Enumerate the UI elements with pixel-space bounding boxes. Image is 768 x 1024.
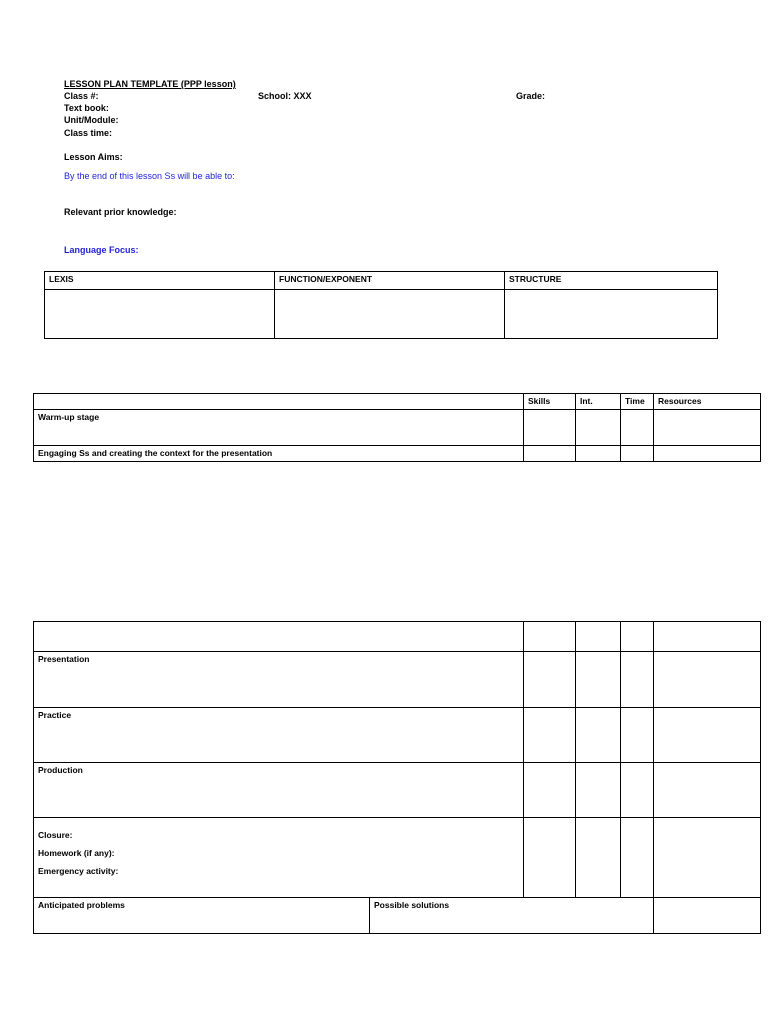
warmup-stage-cell: Warm-up stage (34, 410, 524, 446)
closure-skills-cell[interactable] (524, 818, 576, 898)
warmup-resources-cell[interactable] (654, 410, 761, 446)
class-time-label: Class time: (64, 128, 113, 138)
warmup-skills-cell[interactable] (524, 410, 576, 446)
time-header: Time (621, 394, 654, 410)
language-focus-table (44, 271, 718, 339)
practice-time-cell[interactable] (621, 708, 654, 763)
closure-time-cell[interactable] (621, 818, 654, 898)
presentation-int-cell[interactable] (576, 652, 621, 708)
skills-header: Skills (524, 394, 576, 410)
production-stage-cell: Production (34, 763, 524, 818)
class-label: Class #: (64, 91, 99, 101)
presentation-stage-cell: Presentation (34, 652, 524, 708)
production-skills-cell[interactable] (524, 763, 576, 818)
presentation-resources-cell[interactable] (654, 652, 761, 708)
grade-label: Grade: (516, 91, 546, 101)
practice-skills-cell[interactable] (524, 708, 576, 763)
prior-knowledge-label: Relevant prior knowledge: (64, 207, 177, 217)
function-header: FUNCTION/EXPONENT (275, 272, 505, 290)
textbook-label: Text book: (64, 103, 109, 113)
engaging-resources-cell[interactable] (654, 446, 761, 462)
lexis-header: LEXIS (45, 272, 275, 290)
warmup-time-cell[interactable] (621, 410, 654, 446)
unit-label: Unit/Module: (64, 115, 119, 125)
lexis-cell[interactable] (45, 290, 275, 339)
document-title: LESSON PLAN TEMPLATE (PPP lesson) (64, 79, 236, 89)
lesson-aims-label: Lesson Aims: (64, 152, 123, 162)
problems-extra-cell[interactable] (654, 898, 761, 934)
production-int-cell[interactable] (576, 763, 621, 818)
emergency-activity-label: Emergency activity: (38, 866, 119, 876)
continued-skills-cell[interactable] (524, 622, 576, 652)
resources-header: Resources (654, 394, 761, 410)
warmup-int-cell[interactable] (576, 410, 621, 446)
closure-resources-cell[interactable] (654, 818, 761, 898)
presentation-time-cell[interactable] (621, 652, 654, 708)
closure-cell (34, 818, 524, 898)
closure-int-cell[interactable] (576, 818, 621, 898)
practice-resources-cell[interactable] (654, 708, 761, 763)
school-label: School: XXX (258, 91, 312, 101)
stages-table-2 (33, 621, 761, 934)
structure-cell[interactable] (505, 290, 718, 339)
continued-stage-cell[interactable] (34, 622, 524, 652)
stage-header (34, 394, 524, 410)
engaging-time-cell[interactable] (621, 446, 654, 462)
language-focus-label: Language Focus: (64, 245, 139, 255)
engaging-int-cell[interactable] (576, 446, 621, 462)
closure-label: Closure: (38, 830, 73, 840)
possible-solutions-cell: Possible solutions (370, 898, 654, 934)
homework-label: Homework (if any): (38, 848, 115, 858)
stages-table-1 (33, 393, 761, 462)
engaging-skills-cell[interactable] (524, 446, 576, 462)
engaging-stage-cell: Engaging Ss and creating the context for the presentation (34, 446, 524, 462)
anticipated-problems-cell: Anticipated problems (34, 898, 370, 934)
continued-int-cell[interactable] (576, 622, 621, 652)
structure-header: STRUCTURE (505, 272, 718, 290)
continued-resources-cell[interactable] (654, 622, 761, 652)
practice-stage-cell: Practice (34, 708, 524, 763)
presentation-skills-cell[interactable] (524, 652, 576, 708)
production-resources-cell[interactable] (654, 763, 761, 818)
int-header: Int. (576, 394, 621, 410)
production-time-cell[interactable] (621, 763, 654, 818)
lesson-aims-intro: By the end of this lesson Ss will be able to: (64, 171, 235, 181)
function-cell[interactable] (275, 290, 505, 339)
continued-time-cell[interactable] (621, 622, 654, 652)
practice-int-cell[interactable] (576, 708, 621, 763)
